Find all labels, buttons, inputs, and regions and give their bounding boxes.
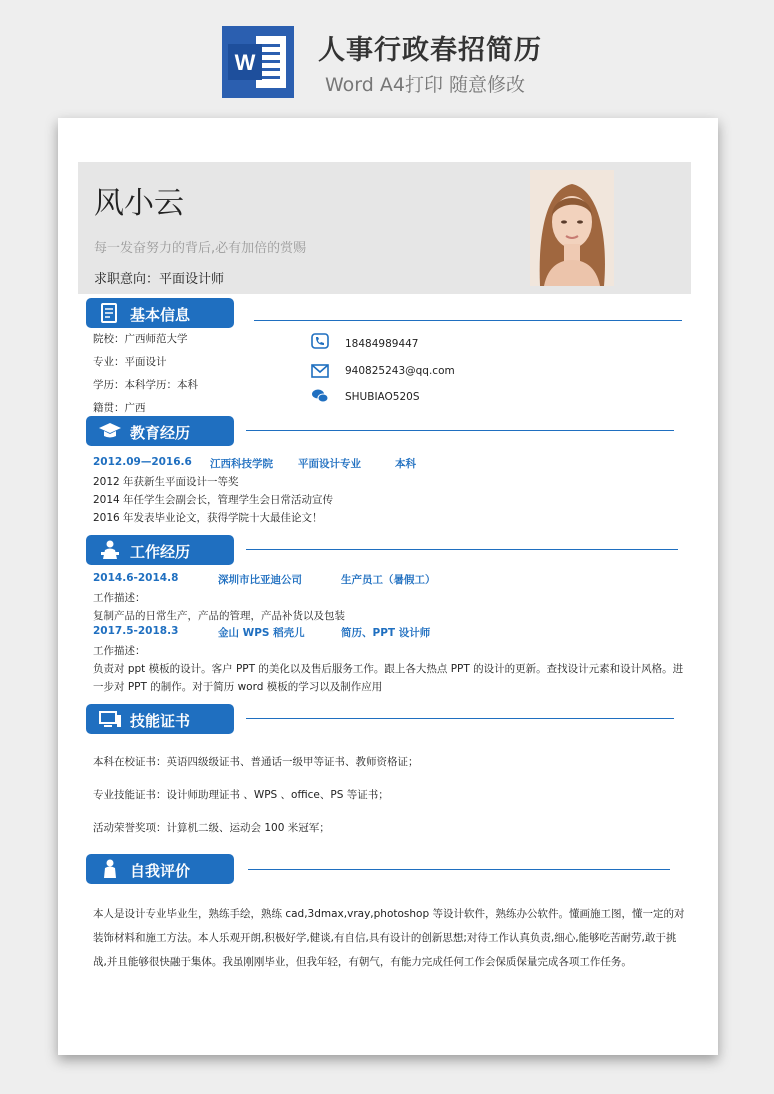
- section-divider: [246, 430, 674, 431]
- work-desc: 负责对 ppt 模板的设计。客户 PPT 的美化以及售后服务工作。跟上各大热点 PPT 的设计的更新。查找设计元素和设计风格。进: [93, 663, 684, 675]
- work-company: 金山 WPS 稻壳儿: [218, 627, 305, 639]
- section-work: [86, 535, 234, 565]
- self-eval-line: 本人是设计专业毕业生，熟练手绘，熟练 cad,3dmax,vray,photoshop 等设计软件，熟练办公软件。懂画施工图，懂一定的对: [93, 908, 685, 920]
- person-icon: [98, 859, 122, 879]
- basic-hometown: 籍贯：广西: [93, 402, 146, 414]
- basic-major: 专业：平面设计: [93, 356, 167, 368]
- worker-icon: [98, 540, 122, 560]
- work-desc: 复制产品的日常生产，产品的管理，产品补货以及包装: [93, 610, 345, 622]
- self-eval-line: 战,并且能够很快融于集体。我虽刚刚毕业，但我年轻，有朝气，有能力完成任何工作会保质保量完成各项工作任务。: [93, 956, 632, 968]
- section-education: [86, 416, 234, 446]
- edu-major: 平面设计专业: [298, 458, 361, 470]
- svg-text:W: W: [234, 50, 256, 75]
- section-skills: [86, 704, 234, 734]
- graduation-cap-icon: [98, 421, 122, 441]
- section-basic-info: [86, 298, 234, 328]
- work-desc-label: 工作描述：: [93, 592, 146, 604]
- section-divider: [248, 869, 670, 870]
- candidate-name: 风小云: [94, 186, 184, 221]
- section-title: 技能证书: [130, 712, 191, 730]
- work-desc: 一步对 PPT 的制作。对于简历 word 模板的学习以及制作应用: [93, 681, 383, 693]
- edu-item: 2014 年任学生会副会长，管理学生会日常活动宣传: [93, 494, 334, 506]
- section-title: 基本信息: [130, 306, 191, 324]
- section-title: 自我评价: [130, 862, 191, 880]
- section-title: 工作经历: [130, 543, 191, 561]
- promo-banner: [0, 0, 774, 112]
- document-edit-icon: [98, 303, 122, 323]
- section-divider: [246, 549, 678, 550]
- work-desc-label: 工作描述：: [93, 645, 146, 657]
- job-intent: [94, 268, 224, 287]
- work-position: 简历、PPT 设计师: [341, 627, 431, 639]
- work-period: 2014.6-2014.8: [93, 572, 179, 584]
- basic-degree: 学历：本科学历：本科: [93, 379, 198, 391]
- skill-item: 专业技能证书：设计师助理证书 、WPS 、office、PS 等证书；: [93, 789, 389, 801]
- edu-school: 江西科技学院: [210, 458, 273, 470]
- resume-header: [78, 162, 691, 294]
- section-self-eval: [86, 854, 234, 884]
- job-intent-label: 求职意向：: [94, 272, 160, 287]
- section-divider: [246, 718, 674, 719]
- self-eval-text: [93, 902, 684, 974]
- contact-wechat: SHUBIAO520S: [345, 391, 420, 403]
- section-divider: [254, 320, 682, 321]
- wechat-icon: [311, 388, 329, 404]
- computer-icon: [98, 709, 122, 729]
- work-period: 2017.5-2018.3: [93, 625, 179, 637]
- edu-period: 2012.09—2016.6: [93, 456, 192, 468]
- section-title: 教育经历: [130, 424, 191, 442]
- banner-subtitle: Word A4打印 随意修改: [325, 74, 526, 96]
- resume-page: [58, 118, 718, 1055]
- contact-phone: 18484989447: [345, 338, 419, 350]
- self-eval-line: 装饰材料和施工方法。本人乐观开朗,积极好学,健谈,有自信,具有设计的创新思想;对待工作认真负责,细心,能够吃苦耐劳,敢于挑: [93, 932, 677, 944]
- profile-photo: [530, 170, 614, 286]
- edu-item: 2012 年获新生平面设计一等奖: [93, 476, 239, 488]
- basic-school: 院校：广西师范大学: [93, 333, 188, 345]
- banner-title: 人事行政春招简历: [318, 35, 542, 66]
- edu-degree: 本科: [395, 458, 416, 470]
- job-intent-value: 平面设计师: [159, 272, 225, 287]
- motto: 每一发奋努力的背后,必有加倍的赏赐: [94, 241, 307, 256]
- word-icon: [222, 26, 294, 98]
- phone-icon: [311, 333, 329, 349]
- mail-icon: [311, 363, 329, 379]
- contact-email: 940825243@qq.com: [345, 365, 455, 377]
- work-company: 深圳市比亚迪公司: [218, 574, 302, 586]
- edu-item: 2016 年发表毕业论文，获得学院十大最佳论文！: [93, 512, 323, 524]
- work-position: 生产员工（暑假工）: [341, 574, 436, 586]
- skill-item: 本科在校证书：英语四级级证书、普通话一级甲等证书、教师资格证；: [93, 756, 419, 768]
- skill-item: 活动荣誉奖项：计算机二级、运动会 100 米冠军；: [93, 822, 330, 834]
